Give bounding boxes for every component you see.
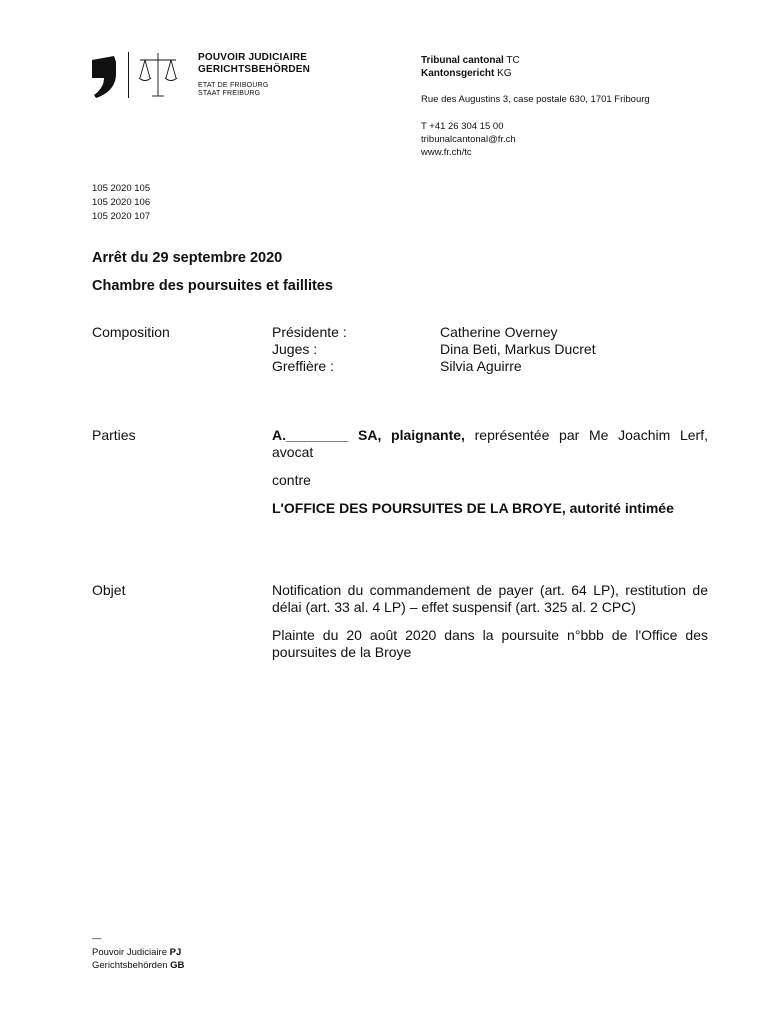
- parties-label: Parties: [92, 427, 136, 443]
- court-email[interactable]: tribunalcantonal@fr.ch: [421, 134, 516, 145]
- state-name-de: STAAT FREIBURG: [198, 90, 261, 97]
- plaintiff-name: A.________ SA, plaignante,: [272, 427, 465, 443]
- court-phone: T +41 26 304 15 00: [421, 121, 504, 132]
- footer-dash: —: [92, 933, 102, 944]
- plaintiff-paragraph: [272, 427, 708, 461]
- logo-divider: [128, 52, 129, 98]
- org-name-fr: POUVOIR JUDICIAIRE: [198, 52, 308, 63]
- versus-label: contre: [272, 472, 311, 488]
- name-juges: Dina Beti, Markus Ducret: [440, 341, 596, 357]
- role-presidente: Présidente :: [272, 324, 347, 340]
- object-paragraph-2: Plainte du 20 août 2020 dans la poursuite n°bbb de l'Office des poursuites de la Broye: [272, 627, 708, 660]
- name-greffiere: Silvia Aguirre: [440, 358, 522, 374]
- state-name-fr: ETAT DE FRIBOURG: [198, 82, 269, 89]
- case-reference: 105 2020 105: [92, 183, 151, 194]
- case-reference: 105 2020 107: [92, 211, 151, 222]
- plaintiff-representation: représentée par Me Joachim Lerf, avocat: [272, 427, 708, 460]
- object-paragraph-1: Notification du commandement de payer (art. 64 LP), restitution de délai (art. 33 al. 4 LP) – effet suspensif (art. 325 al. 2 CPC): [272, 582, 708, 615]
- composition-label: Composition: [92, 324, 170, 340]
- org-name-de: GERICHTSBEHÖRDEN: [198, 64, 311, 75]
- name-presidente: Catherine Overney: [440, 324, 558, 340]
- court-address: Rue des Augustins 3, case postale 630, 1701 Fribourg: [421, 94, 650, 105]
- court-website[interactable]: www.fr.ch/tc: [421, 147, 472, 158]
- case-reference: 105 2020 106: [92, 197, 151, 208]
- court-name-fr: Tribunal cantonal TC: [421, 55, 520, 66]
- judgment-title: Arrêt du 29 septembre 2020: [92, 250, 283, 266]
- footer-line-fr: Pouvoir Judiciaire PJ: [92, 947, 182, 958]
- chamber-name: Chambre des poursuites et faillites: [92, 278, 333, 294]
- footer-line-de: Gerichtsbehörden GB: [92, 960, 185, 971]
- object-label: Objet: [92, 582, 126, 598]
- role-greffiere: Greffière :: [272, 358, 334, 374]
- role-juges: Juges :: [272, 341, 318, 357]
- court-name-de: Kantonsgericht KG: [421, 68, 512, 79]
- scales-of-justice-icon: [137, 52, 179, 98]
- respondent-name: L'OFFICE DES POURSUITES DE LA BROYE, autorité intimée: [272, 500, 674, 516]
- pouvoir-judiciaire-logo-icon: [92, 52, 116, 98]
